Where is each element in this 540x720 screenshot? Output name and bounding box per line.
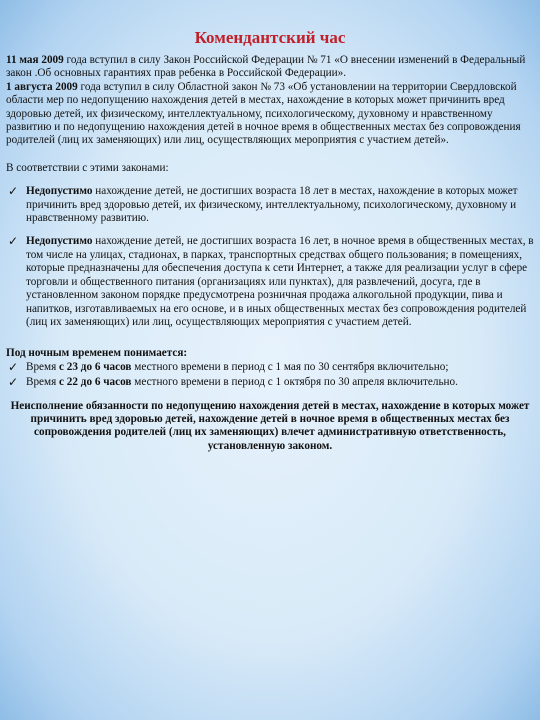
- page-title: Комендантский час: [194, 28, 346, 47]
- rule-item-18: [6, 185, 534, 225]
- night-interval-list: [6, 361, 534, 390]
- law-paragraph-federal: [6, 54, 534, 81]
- law-text-regional: года вступил в силу Областной закон № 73 «Об установлении на территории Свердловской области мер по недопущению нахождения детей в местах, нахождение в которых может причинить вред здоровью детей, их физическому, интеллектуальному, психологическому, духовному и нравственному развитию и по недопущению нахождения детей в ночное время в общественных местах без сопровождения родителей (лиц их заменяющих) или лиц, осуществляющих мероприятия с участием детей».: [6, 80, 521, 147]
- law-text-federal: года вступил в силу Закон Российской Федерации № 71 «О внесении изменений в Федеральный закон .Об основных гарантиях прав ребенка в Российской Федерации».: [6, 54, 526, 80]
- interval-text: местного времени в период с 1 октября по 30 апреля включительно.: [131, 376, 458, 389]
- night-heading: [6, 347, 534, 360]
- rule-item-16: [6, 235, 534, 329]
- check-icon: ✓: [8, 184, 19, 199]
- law-paragraph-regional: [6, 81, 534, 148]
- interval-hours: с 23 до 6 часов: [59, 360, 132, 373]
- rule-text: нахождение детей, не достигших возраста 18 лет в местах, нахождение в которых может причинить вред здоровью детей, их физическому, интеллектуальному, психологическому, духовному и нравственному развитию.: [26, 185, 518, 225]
- liability-notice: Неисполнение обязанности по недопущению нахождения детей в местах, нахождение в которых может причинить вред здоровью детей, нахождение детей в ночное время в общественных местах без сопровождения родителей (лиц их заменяющих) влечет административную ответственность, установленную законом.: [10, 399, 530, 452]
- night-heading-text: Под ночным временем понимается:: [6, 347, 188, 360]
- law-date-regional: 1 августа 2009: [6, 80, 78, 93]
- night-interval-summer: [6, 361, 534, 374]
- check-icon: ✓: [8, 375, 19, 390]
- rule-text: нахождение детей, не достигших возраста 16 лет, в ночное время в общественных местах, в том числе на улицах, стадионах, в парках, транспортных средствах общего пользования; в помещениях, которые предназначены для обеспечения доступа к сети Интернет, а также для реализации услуг в сфере торговли и общественного питания (организациях или пунктах), для развлечений, досуга, где в установленном законом порядке предусмотрена розничная продажа алкогольной продукции, пива и напитков, изготавливаемых на его основе, и в иных общественных местах без сопровождения родителей (лиц их заменяющих) или лиц, осуществляющих мероприятия с участием детей.: [26, 235, 534, 328]
- rule-strong: Недопустимо: [26, 185, 93, 198]
- rule-strong: Недопустимо: [26, 235, 93, 248]
- night-interval-winter: [6, 376, 534, 389]
- check-icon: ✓: [8, 359, 19, 374]
- intro-text: В соответствии с этими законами:: [6, 161, 169, 174]
- interval-prefix: Время: [26, 376, 60, 389]
- law-date-federal: 11 мая 2009: [6, 54, 64, 66]
- check-icon: ✓: [8, 234, 19, 249]
- interval-hours: с 22 до 6 часов: [59, 376, 132, 389]
- document-body: [6, 28, 534, 453]
- interval-prefix: Время: [26, 360, 60, 373]
- interval-text: местного времени в период с 1 мая по 30 сентября включительно;: [131, 360, 449, 373]
